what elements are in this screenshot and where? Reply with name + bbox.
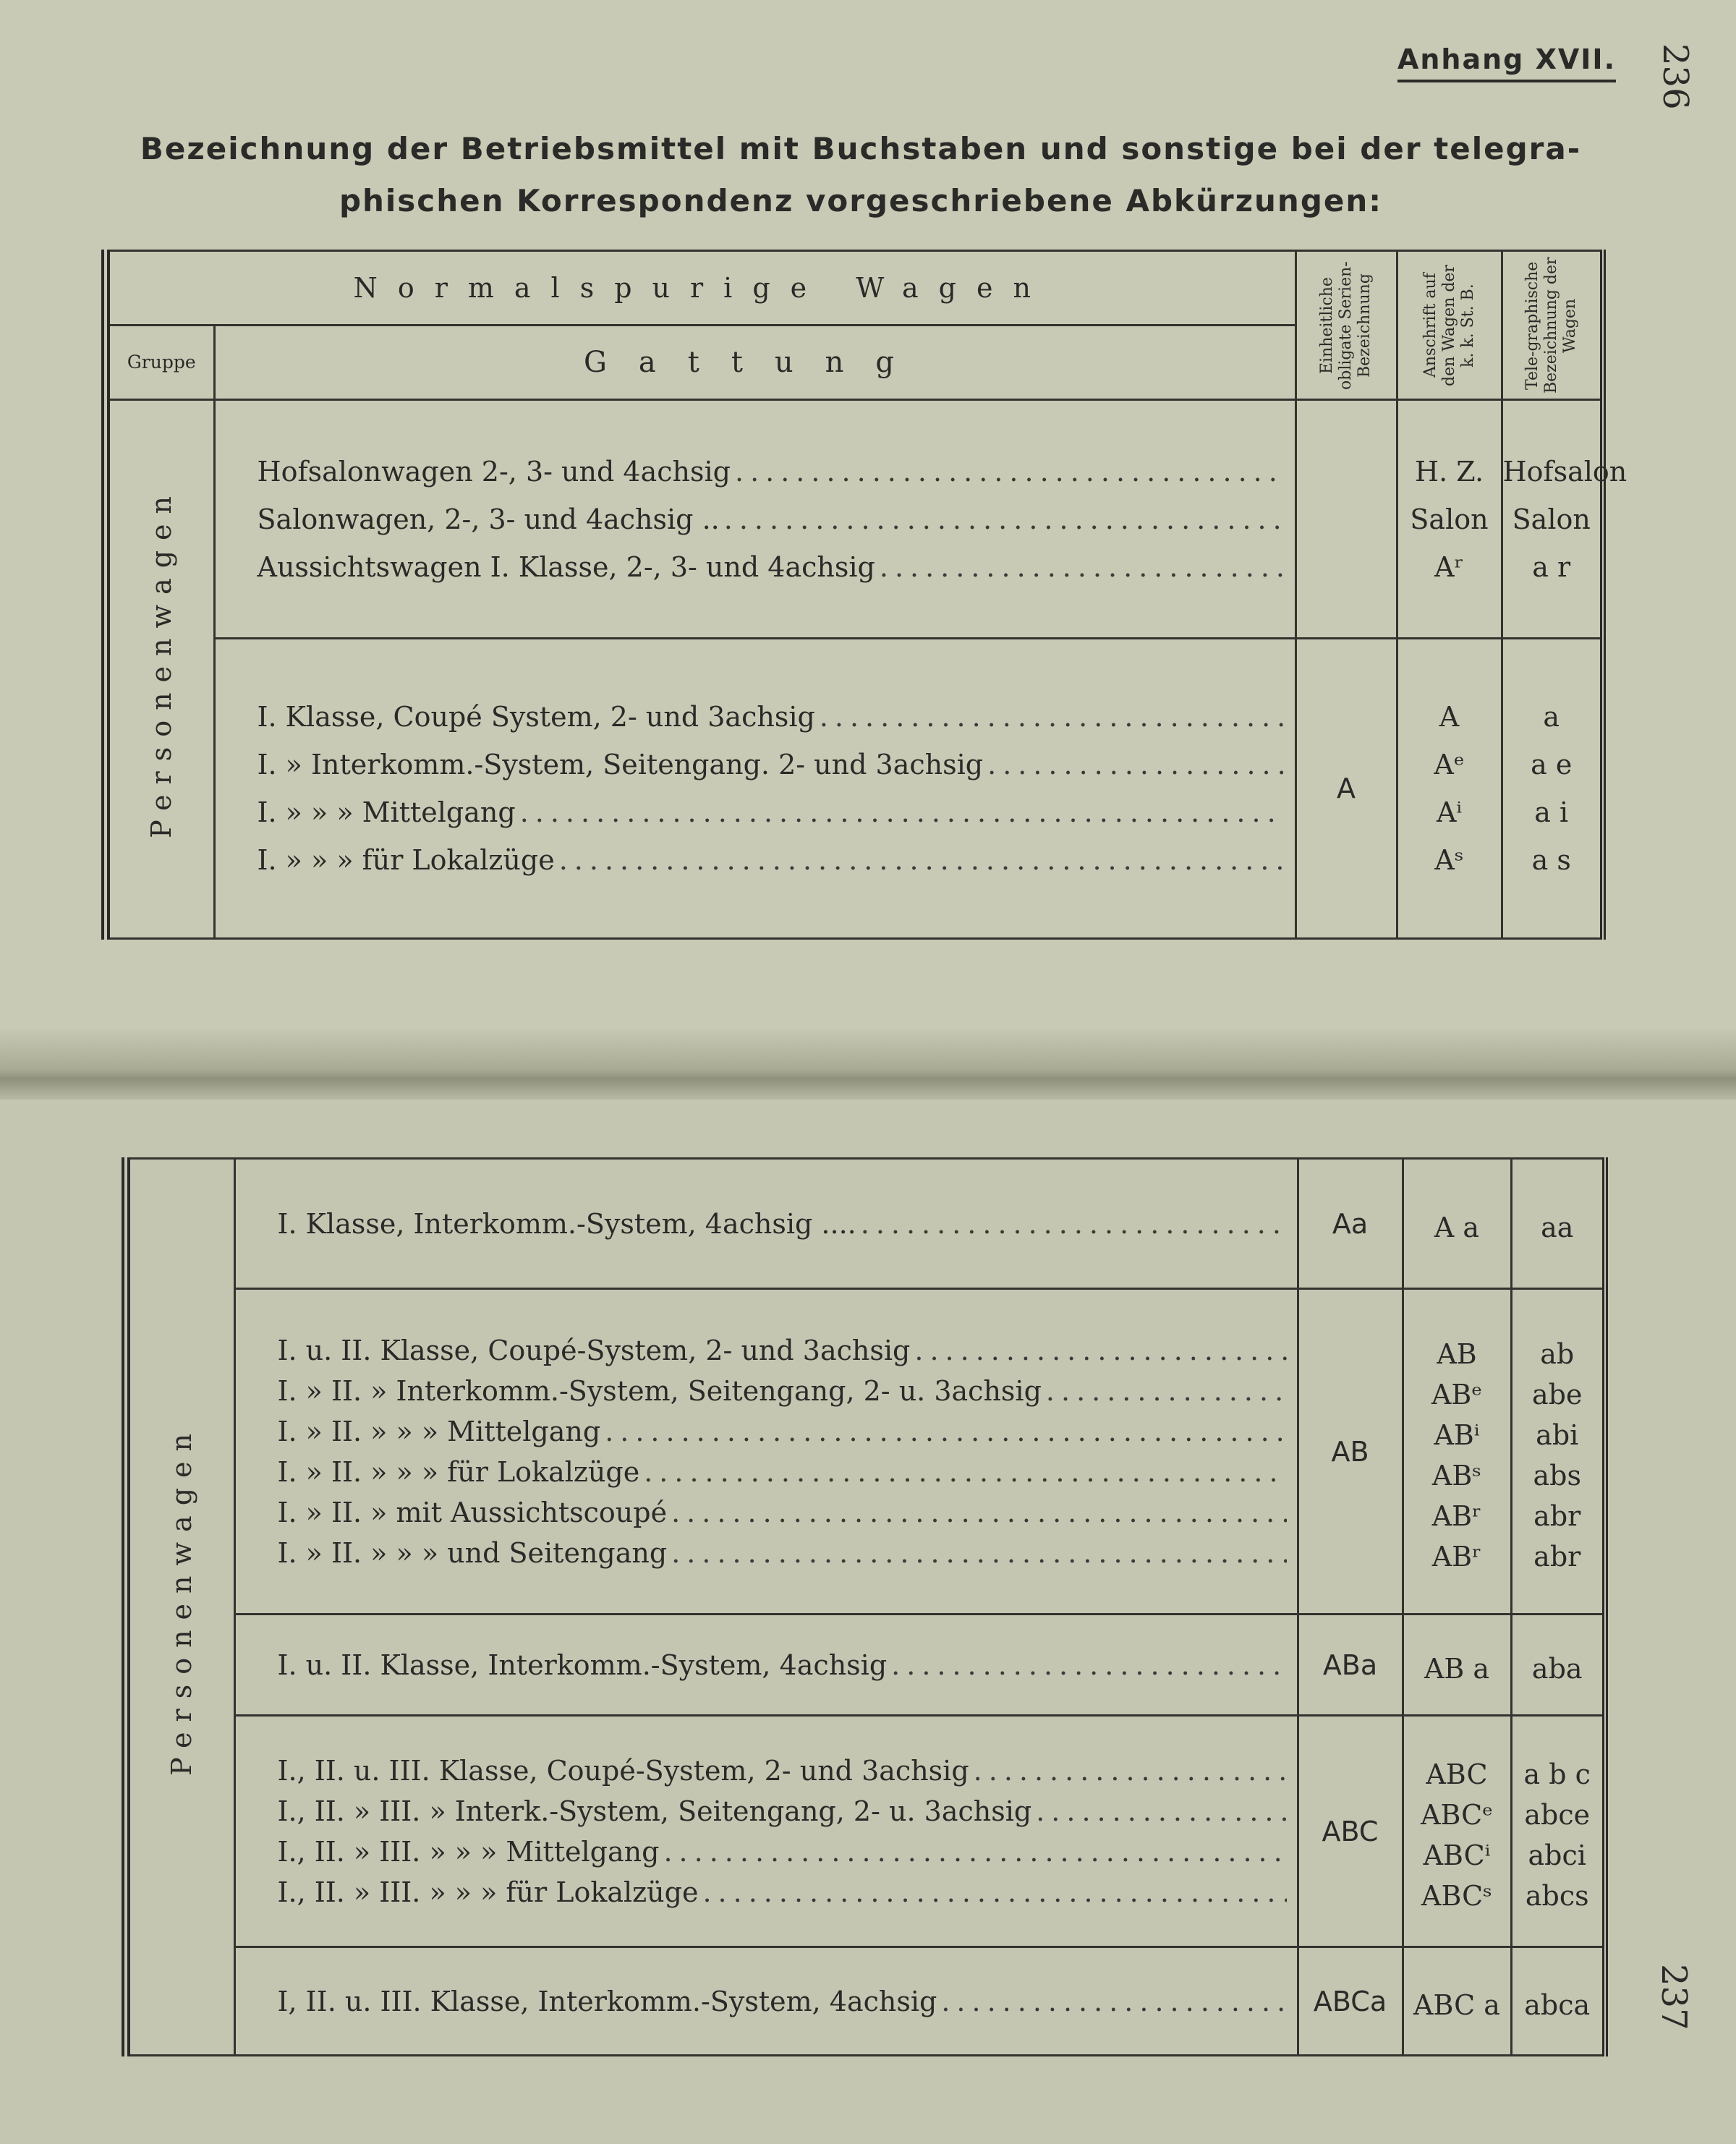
anschrift-code: ABᵉ	[1431, 1378, 1483, 1411]
gattung-text: I. » II. » mit Aussichtscoupé	[277, 1496, 668, 1528]
table-section	[126, 1159, 1605, 1289]
rolling-stock-table-top	[101, 250, 1628, 940]
gattung-text: Hofsalonwagen 2-, 3- und 4achsig	[257, 455, 731, 488]
gattung-entry	[236, 1645, 1297, 1685]
gattung-text: I. u. II. Klasse, Interkomm.-System, 4achsig	[277, 1649, 888, 1681]
gattung-text: I., II. u. III. Klasse, Coupé-System, 2- und 3achsig	[277, 1754, 969, 1787]
telegraph-cell	[1502, 400, 1628, 639]
group-label: Personenwagen	[145, 485, 178, 838]
telegraph-code: Hofsalon	[1502, 455, 1628, 488]
header-serie: Einheitliche obligate Serien-Bezeichnung	[1295, 251, 1397, 400]
gattung-text: I., II. » III. » » » für Lokalzüge	[277, 1876, 699, 1908]
gattung-cell	[234, 1615, 1298, 1716]
anschrift-code: ABCⁱ	[1423, 1839, 1491, 1871]
gattung-entry	[236, 1791, 1297, 1832]
gattung-cell	[234, 1289, 1298, 1615]
title-line-2: phischen Korrespondenz vorgeschriebene Abkürzungen:	[339, 183, 1383, 218]
anschrift-code: A a	[1434, 1211, 1480, 1243]
leader-dots	[605, 1411, 1286, 1452]
serie-cell: ABC	[1298, 1716, 1403, 1947]
leader-dots	[941, 1981, 1286, 2022]
leader-dots	[663, 1832, 1286, 1872]
gattung-entry	[216, 836, 1295, 884]
leader-dots	[891, 1645, 1286, 1685]
serie-cell: ABa	[1298, 1615, 1403, 1716]
header-anschrift: Anschrift auf den Wagen der k. k. St. B.	[1397, 251, 1502, 400]
gattung-entry	[236, 1750, 1297, 1791]
gattung-text: I. Klasse, Coupé System, 2- und 3achsig	[257, 701, 815, 733]
gattung-entry	[236, 1204, 1297, 1244]
leader-dots	[987, 741, 1284, 788]
gattung-text: I. » II. » » » Mittelgang	[277, 1415, 601, 1447]
telegraph-code: abca	[1524, 1988, 1591, 2021]
leader-dots	[702, 1872, 1286, 1913]
table-section	[126, 1716, 1605, 1947]
gattung-cell	[234, 1159, 1298, 1289]
gattung-text: I. » » » Mittelgang	[257, 796, 516, 828]
anschrift-cell	[1403, 1615, 1511, 1716]
gattung-entry	[216, 495, 1295, 543]
gattung-text: I. u. II. Klasse, Coupé-System, 2- und 3achsig	[277, 1334, 911, 1366]
anschrift-code: Aⁱ	[1436, 796, 1463, 828]
gattung-text: I. » Interkomm.-System, Seitengang. 2- und 3achsig	[257, 749, 984, 780]
anschrift-cell	[1403, 1947, 1511, 2056]
anschrift-code: ABCˢ	[1421, 1879, 1492, 1912]
telegraph-code: abi	[1536, 1418, 1579, 1451]
telegraph-cell	[1502, 639, 1603, 939]
rolling-stock-table-bottom	[122, 1157, 1608, 2056]
gattung-text: Salonwagen, 2-, 3- und 4achsig ..	[257, 503, 720, 535]
anschrift-code: ABCᵉ	[1421, 1798, 1493, 1831]
anschrift-code: A	[1439, 701, 1460, 733]
telegraph-code: a	[1543, 701, 1560, 733]
anschrift-cell	[1403, 1289, 1511, 1615]
gattung-entry	[216, 543, 1295, 591]
anschrift-code: ABʳ	[1431, 1499, 1482, 1532]
gattung-entry	[216, 741, 1295, 788]
anschrift-code: AB a	[1424, 1652, 1490, 1685]
gattung-entry	[216, 788, 1295, 836]
leader-dots	[880, 543, 1285, 591]
anschrift-code: Aˢ	[1434, 844, 1464, 876]
serie-cell: AB	[1298, 1289, 1403, 1615]
telegraph-code: Salon	[1512, 503, 1591, 535]
telegraph-cell	[1511, 1716, 1605, 1947]
telegraph-code: abe	[1532, 1378, 1583, 1411]
gattung-text: I., II. » III. » » » Mittelgang	[277, 1835, 660, 1868]
header-gattung: Gattung	[214, 326, 1295, 400]
leader-dots	[820, 693, 1285, 741]
gattung-entry	[236, 1371, 1297, 1411]
gattung-cell	[214, 400, 1295, 639]
header-normalspurige: Normalspurige Wagen	[106, 251, 1295, 326]
telegraph-code: a r	[1532, 550, 1571, 583]
telegraph-code: abce	[1524, 1798, 1591, 1831]
table-section	[126, 1615, 1605, 1716]
leader-dots	[1046, 1371, 1287, 1411]
table-section	[126, 1289, 1605, 1615]
telegraph-cell	[1511, 1289, 1605, 1615]
anschrift-cell	[1403, 1716, 1511, 1947]
telegraph-code: a e	[1531, 749, 1573, 780]
anschrift-code: ABC a	[1413, 1988, 1500, 2021]
serie-cell: Aa	[1298, 1159, 1403, 1289]
group-cell	[106, 400, 214, 939]
leader-dots	[735, 448, 1285, 495]
leader-dots	[559, 836, 1285, 884]
telegraph-code: abs	[1533, 1459, 1581, 1492]
gattung-text: I. Klasse, Interkomm.-System, 4achsig ....	[277, 1207, 856, 1240]
anschrift-code: ABʳ	[1431, 1540, 1482, 1573]
anschrift-code: ABⁱ	[1434, 1418, 1480, 1451]
table-section	[126, 1947, 1605, 2056]
telegraph-code: aba	[1531, 1652, 1583, 1685]
telegraph-code: abr	[1533, 1540, 1581, 1573]
gattung-entry	[236, 1330, 1297, 1371]
table-section	[106, 639, 1603, 939]
group-cell	[126, 1159, 234, 2056]
leader-dots	[914, 1330, 1286, 1371]
gattung-entry	[216, 448, 1295, 495]
serie-cell: ABCa	[1298, 1947, 1403, 2056]
header-telegraph: Tele-graphische Bezeichnung der Wagen	[1502, 251, 1603, 400]
title-line-1: Bezeichnung der Betriebsmittel mit Buchstaben und sonstige bei der telegra-	[140, 131, 1582, 166]
group-label: Personenwagen	[166, 1424, 198, 1776]
telegraph-cell	[1511, 1159, 1605, 1289]
telegraph-cell	[1511, 1615, 1605, 1716]
appendix-label: Anhang XVII.	[1397, 43, 1616, 82]
leader-dots	[974, 1750, 1287, 1791]
gattung-text: I. » II. » » » für Lokalzüge	[277, 1455, 640, 1488]
table-section	[106, 400, 1603, 639]
anschrift-cell	[1397, 639, 1502, 939]
gattung-text: I. » II. » » » und Seitengang	[277, 1536, 668, 1569]
running-header	[1397, 43, 1693, 110]
gattung-entry	[236, 1452, 1297, 1492]
gattung-entry	[236, 1533, 1297, 1573]
anschrift-cell	[1403, 1159, 1511, 1289]
telegraph-code: a s	[1531, 844, 1571, 876]
leader-dots	[671, 1492, 1286, 1533]
leader-dots	[861, 1204, 1287, 1244]
telegraph-code: abcs	[1525, 1879, 1589, 1912]
telegraph-code: aa	[1541, 1211, 1574, 1243]
telegraph-code: a b c	[1523, 1758, 1591, 1790]
gattung-cell	[234, 1947, 1298, 2056]
gattung-entry	[236, 1492, 1297, 1533]
gattung-text: I., II. » III. » Interk.-System, Seitengang, 2- u. 3achsig	[277, 1795, 1032, 1827]
gattung-entry	[236, 1981, 1297, 2022]
anschrift-code: AB	[1437, 1337, 1477, 1370]
gattung-entry	[236, 1832, 1297, 1872]
telegraph-code: abci	[1528, 1839, 1586, 1871]
gattung-entry	[216, 693, 1295, 741]
gattung-text: Aussichtswagen I. Klasse, 2-, 3- und 4achsig	[257, 550, 875, 583]
gattung-entry	[236, 1872, 1297, 1913]
serie-cell: A	[1295, 639, 1397, 939]
telegraph-code: abr	[1533, 1499, 1581, 1532]
telegraph-code: ab	[1540, 1337, 1575, 1370]
gattung-text: I, II. u. III. Klasse, Interkomm.-System, 4achsig	[277, 1985, 937, 2017]
telegraph-code: a i	[1534, 796, 1569, 828]
anschrift-cell	[1397, 400, 1502, 639]
header-gruppe: Gruppe	[106, 326, 214, 400]
gattung-text: I. » II. » Interkomm.-System, Seitengang, 2- u. 3achsig	[277, 1374, 1042, 1407]
anschrift-code: ABC	[1426, 1758, 1488, 1790]
anschrift-code: H. Z.	[1414, 455, 1484, 488]
leader-dots	[671, 1533, 1286, 1573]
gattung-cell	[214, 639, 1295, 939]
telegraph-cell	[1511, 1947, 1605, 2056]
page-number-bottom: 237	[1654, 1964, 1694, 2030]
leader-dots	[1036, 1791, 1286, 1832]
gattung-cell	[234, 1716, 1298, 1947]
page-number-top: 236	[1655, 43, 1695, 110]
serie-cell	[1295, 400, 1397, 639]
gattung-entry	[236, 1411, 1297, 1452]
anschrift-code: Salon	[1410, 503, 1489, 535]
gattung-text: I. » » » für Lokalzüge	[257, 844, 555, 876]
leader-dots	[724, 495, 1285, 543]
anschrift-code: Aʳ	[1434, 550, 1464, 583]
page-title	[101, 123, 1620, 227]
anschrift-code: Aᵉ	[1434, 749, 1465, 780]
anschrift-code: ABˢ	[1431, 1459, 1482, 1492]
leader-dots	[520, 788, 1285, 836]
leader-dots	[644, 1452, 1286, 1492]
